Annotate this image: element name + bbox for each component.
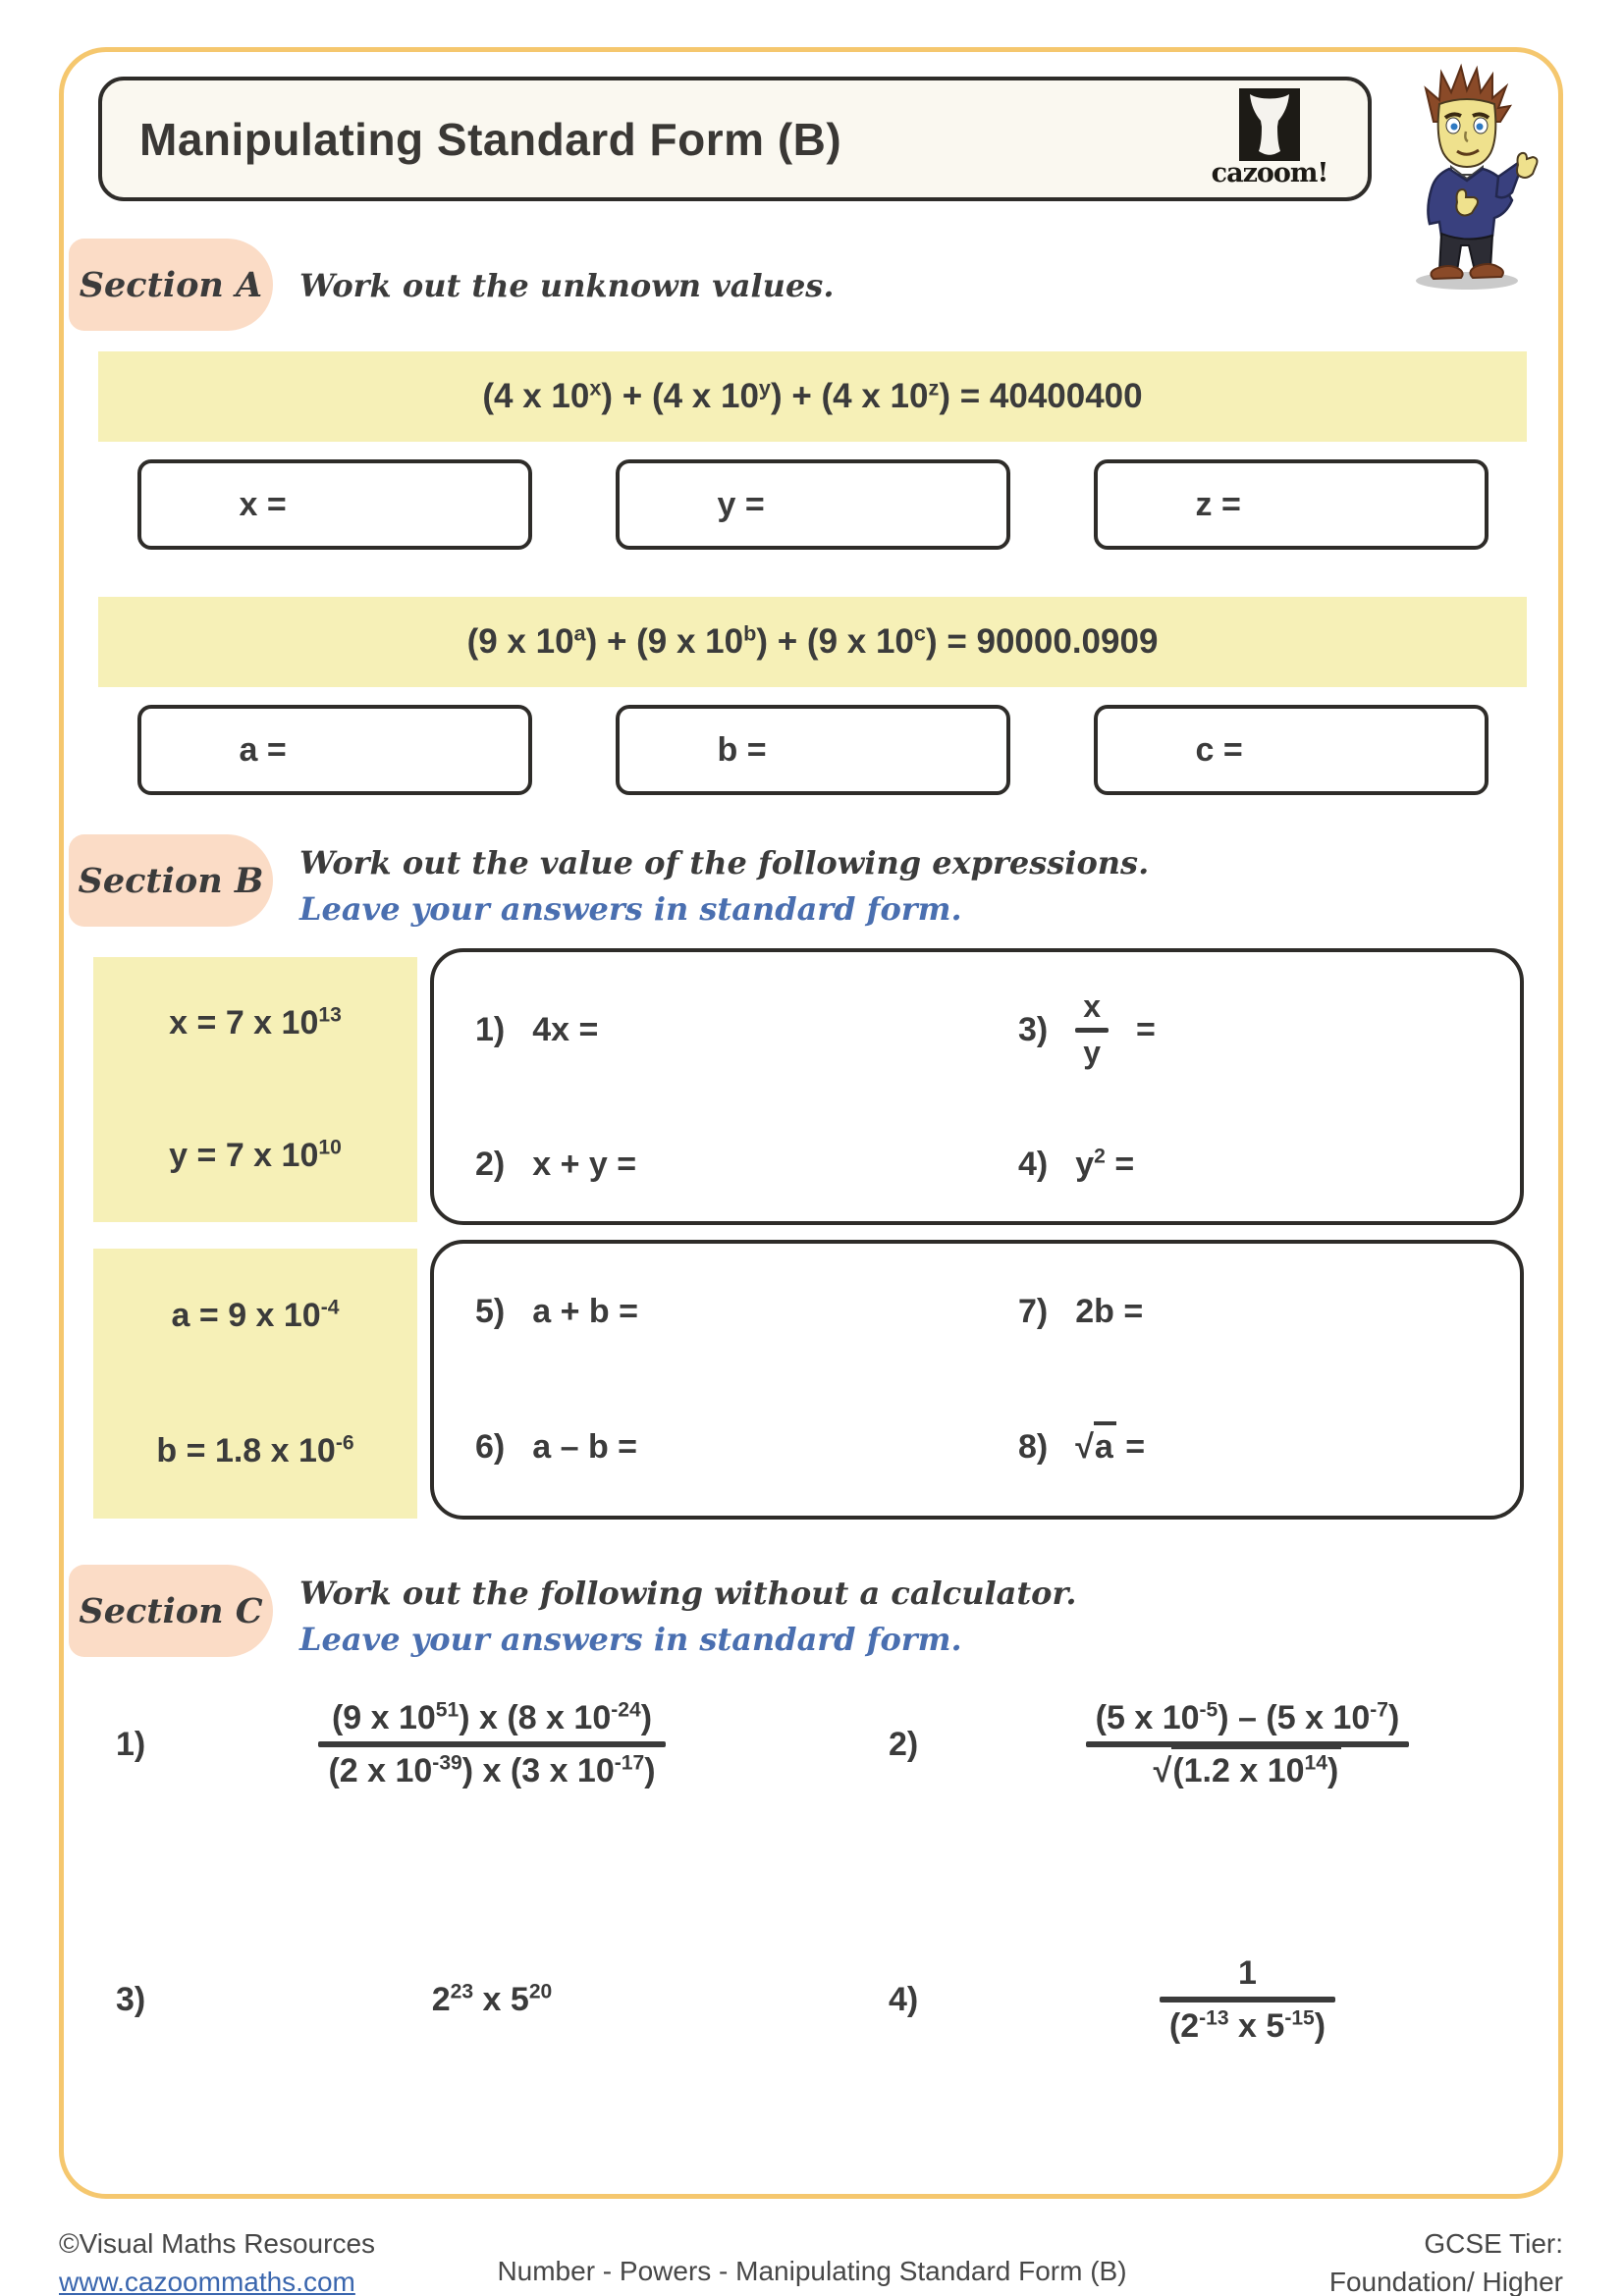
question-b8-number: 8) xyxy=(1018,1428,1049,1467)
given-x: x = 7 x $10^{13}$ xyxy=(169,1003,342,1041)
question-b5-expr: a + b = xyxy=(532,1292,638,1330)
section-a-label-text: Section A xyxy=(79,264,263,305)
section-c-label xyxy=(69,1565,273,1657)
question-box-1 xyxy=(430,948,1524,1225)
mascot-character xyxy=(1386,61,1553,292)
title-box xyxy=(98,77,1372,201)
equation-2-text: (9 x $10^a) + (9$ x $10^b) + (9$ x $10^c) = 90000.0909$ xyxy=(466,620,1159,661)
question-c2-number: 2) xyxy=(889,1725,919,1763)
question-b4 xyxy=(977,1107,1520,1221)
answer-label-a: a = xyxy=(239,730,287,769)
section-a-label xyxy=(69,239,273,331)
question-b6-number: 6) xyxy=(475,1428,506,1467)
fraction-numerator: 1 xyxy=(1238,1953,1257,1992)
question-c4-number: 4) xyxy=(889,1980,919,2018)
section-c-label-text: Section C xyxy=(79,1590,263,1631)
section-b-instruction-line2: Leave your answers in standard form. xyxy=(299,890,962,928)
question-c1-fraction xyxy=(318,1696,665,1792)
page-title: Manipulating Standard Form (B) xyxy=(139,113,842,165)
answer-label-y: y = xyxy=(717,485,765,523)
answer-label-z: z = xyxy=(1195,485,1241,523)
given-values-xy xyxy=(93,957,417,1222)
question-b5-number: 5) xyxy=(475,1292,506,1330)
question-b2-expr: x + y = xyxy=(532,1145,637,1183)
answer-box-c xyxy=(1094,705,1489,795)
section-a-equation-1 xyxy=(98,351,1527,442)
given-b: b = 1.8 x $10^{-6}$ xyxy=(156,1431,354,1469)
fraction-bar xyxy=(318,1741,665,1747)
fraction-denominator: √(1.2 x $10^{14}$) xyxy=(1144,1749,1352,1792)
question-c2 xyxy=(889,1661,1532,1828)
fraction-numerator: (9 x $10^{51}$) x (8 x $10^{-24}$) xyxy=(331,1698,653,1736)
question-box-2 xyxy=(430,1240,1524,1520)
question-b1-number: 1) xyxy=(475,1010,506,1048)
section-b-instruction-line1: Work out the value of the following expressions. xyxy=(299,844,1150,881)
section-c-instruction-line2: Leave your answers in standard form. xyxy=(299,1621,962,1658)
question-b7-expr: 2b = xyxy=(1075,1292,1144,1330)
question-b3 xyxy=(977,952,1520,1107)
question-c3-content xyxy=(190,1981,793,2019)
mascot-thumbs-up xyxy=(1517,153,1538,178)
question-b3-number: 3) xyxy=(1018,1010,1049,1048)
fraction-denominator: ($2^{-13}$ x $5^{-15}$) xyxy=(1168,2006,1326,2045)
question-b6 xyxy=(434,1380,977,1517)
question-b3-equals: = xyxy=(1136,1010,1156,1048)
given-a: a = 9 x $10^{-4}$ xyxy=(171,1296,340,1335)
answer-box-x xyxy=(137,459,532,550)
question-c2-fraction xyxy=(1086,1696,1410,1792)
given-values-ab xyxy=(93,1249,417,1519)
answer-box-z xyxy=(1094,459,1489,550)
question-b6-expr: a – b = xyxy=(532,1428,638,1467)
copyright-text: ©Visual Maths Resources xyxy=(59,2228,376,2259)
question-b8-expr: √a = xyxy=(1075,1428,1145,1467)
question-c1-content xyxy=(190,1696,793,1792)
section-a-equation-2 xyxy=(98,597,1527,687)
question-b3-fraction xyxy=(1075,989,1109,1069)
question-b5 xyxy=(434,1244,977,1380)
section-b-label xyxy=(69,834,273,927)
question-b4-number: 4) xyxy=(1018,1145,1049,1183)
question-b1 xyxy=(434,952,977,1107)
question-c1 xyxy=(116,1661,793,1828)
footer-breadcrumb: Number - Powers - Manipulating Standard Form (B) xyxy=(497,2256,1127,2286)
section-b-instruction xyxy=(299,840,1149,933)
tier-value: Foundation/ Higher xyxy=(1328,2267,1563,2296)
question-c2-content xyxy=(963,1696,1532,1792)
question-b1-expr: 4x = xyxy=(532,1010,599,1048)
fraction-bar xyxy=(1160,1997,1335,2002)
question-c4 xyxy=(889,1916,1532,2083)
question-c3 xyxy=(116,1916,793,2083)
section-c-instruction-line1: Work out the following without a calculator. xyxy=(299,1575,1077,1612)
answer-row-2 xyxy=(98,705,1527,795)
answer-label-x: x = xyxy=(239,485,287,523)
answer-box-a xyxy=(137,705,532,795)
tier-label: GCSE Tier: xyxy=(1424,2228,1563,2259)
question-b2 xyxy=(434,1107,977,1221)
question-b7 xyxy=(977,1244,1520,1380)
section-a-instruction: Work out the unknown values. xyxy=(299,267,835,304)
question-c1-number: 1) xyxy=(116,1725,146,1763)
answer-label-b: b = xyxy=(717,730,767,769)
question-c4-fraction xyxy=(1160,1951,1335,2048)
footer-right xyxy=(1329,2224,1563,2296)
cazoom-logo xyxy=(1205,88,1334,188)
question-b2-number: 2) xyxy=(475,1145,506,1183)
answer-box-b xyxy=(616,705,1010,795)
mascot-face xyxy=(1438,99,1496,167)
section-b-label-text: Section B xyxy=(78,860,264,901)
section-c-instruction xyxy=(299,1571,1077,1663)
given-y: y = 7 x $10^{10}$ xyxy=(169,1136,342,1174)
fraction-denominator: y xyxy=(1083,1034,1102,1070)
question-c3-number: 3) xyxy=(116,1980,146,2018)
answer-label-c: c = xyxy=(1195,730,1243,769)
question-b8 xyxy=(977,1380,1520,1517)
question-c4-content xyxy=(963,1951,1532,2048)
answer-row-1 xyxy=(98,459,1527,550)
question-b7-number: 7) xyxy=(1018,1292,1049,1330)
fraction-denominator: (2 x $10^{-39}$) x (3 x $10^{-17}$) xyxy=(328,1751,656,1789)
question-c3-expr: $2^{23}$ x $5^{20}$ xyxy=(431,1980,553,2018)
equation-1-text: (4 x $10^x) + (4$ x $10^y) + (4$ x $10^z) = 40400400$ xyxy=(482,375,1143,415)
fraction-numerator: (5 x $10^{-5}) - (5$ x $10^{-7}$) xyxy=(1095,1698,1400,1736)
answer-box-y xyxy=(616,459,1010,550)
fraction-numerator: x xyxy=(1083,988,1102,1025)
cazoom-drum-icon xyxy=(1239,88,1300,161)
logo-text: cazoom! xyxy=(1211,158,1328,188)
question-b4-expr: $y^2$ = xyxy=(1075,1145,1135,1183)
fraction-bar xyxy=(1075,1028,1109,1033)
website-link[interactable]: www.cazoommaths.com xyxy=(59,2267,355,2296)
